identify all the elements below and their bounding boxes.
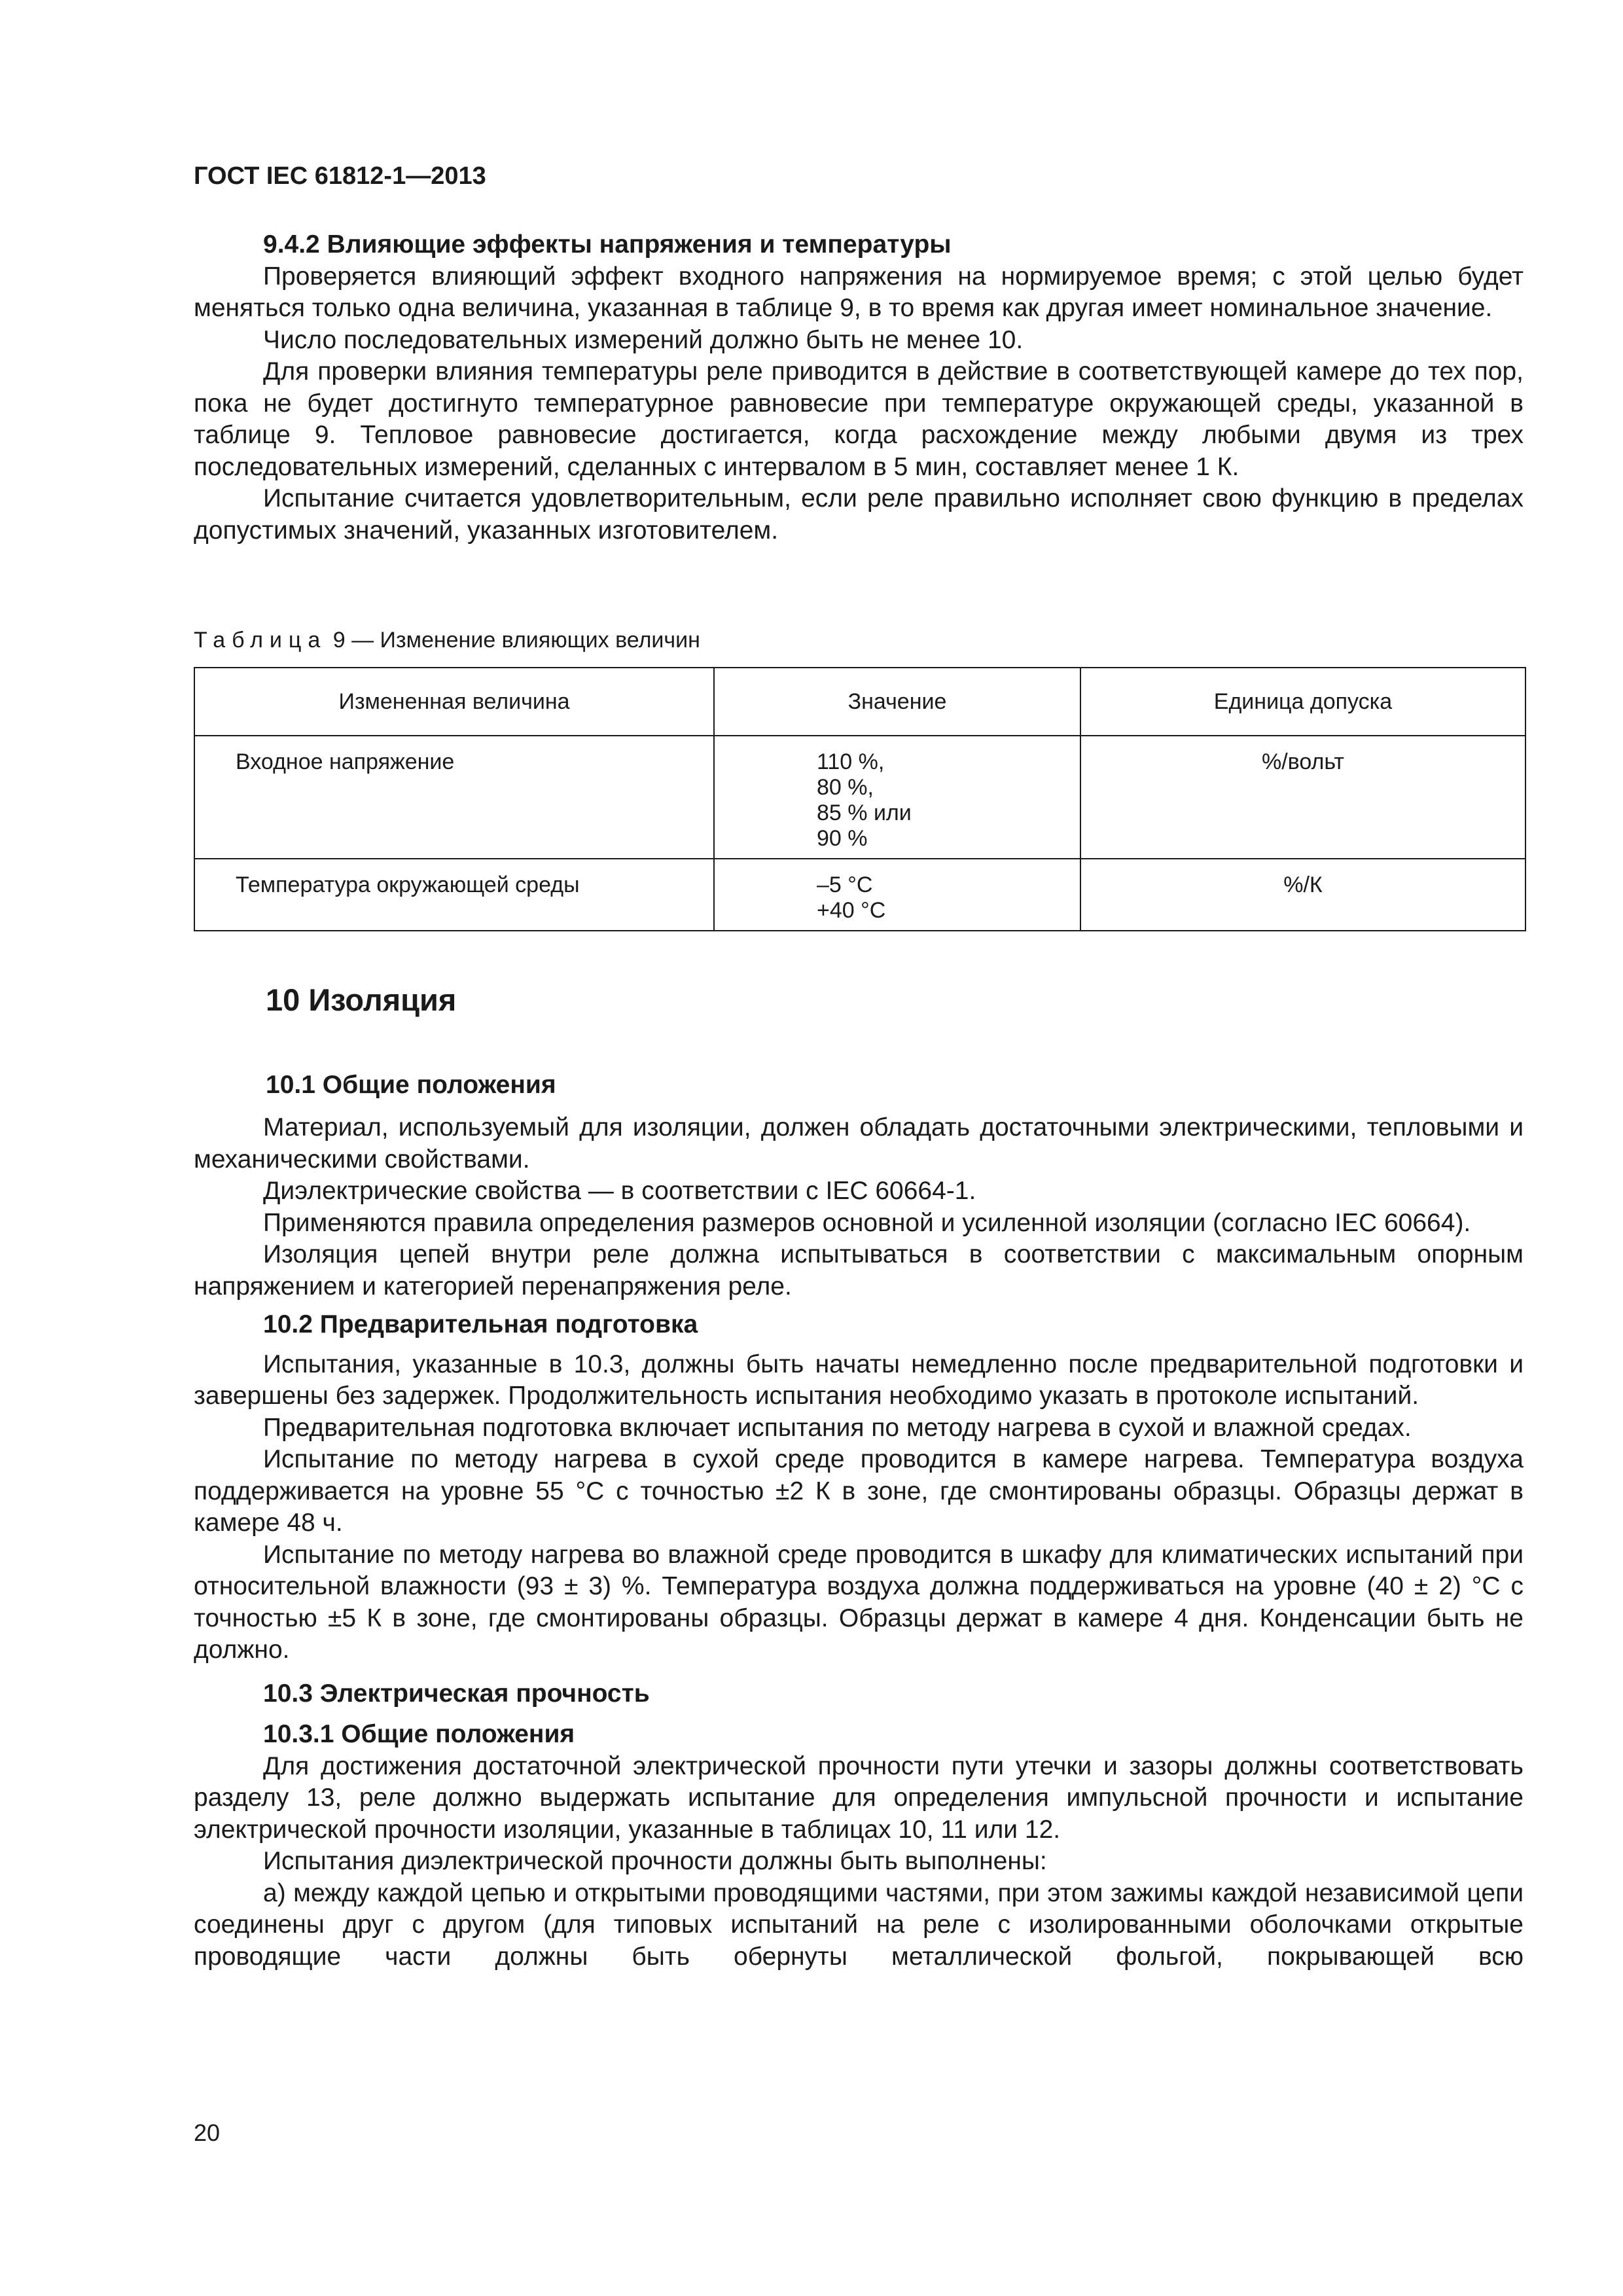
table-caption-text: 9 — Изменение влияющих величин (327, 628, 700, 653)
table-header-cell: Измененная величина (194, 668, 714, 736)
section-10-1-title: 10.1 Общие положения (266, 1071, 556, 1099)
paragraph: Испытания диэлектрической прочности должны быть выполнены: (263, 1847, 1047, 1875)
table-9-caption (194, 628, 700, 653)
paragraph: Изоляция цепей внутри реле должна испытываться в соответствии с максимальным опорным напряжением и категорией перенапряжения реле. (194, 1240, 1524, 1300)
section-9-4-2 (194, 229, 1524, 547)
table-value: +40 °C (817, 898, 886, 923)
table-cell-values (714, 859, 1080, 931)
section-10-3-title: 10.3 Электрическая прочность (263, 1679, 650, 1708)
table-value: 110 %, (817, 749, 885, 774)
page-number: 20 (194, 2119, 221, 2146)
table-cell-quantity: Температура окружающей среды (194, 859, 714, 931)
section-10-body (194, 1112, 1524, 1973)
section-10-3-1-title: 10.3.1 Общие положения (263, 1720, 575, 1748)
table-row (194, 736, 1525, 859)
paragraph: Для достижения достаточной электрической прочности пути утечки и зазоры должны соответствовать разделу 13, реле должно выдержать испытание для определения импульсной прочности и испытание электрической прочности изоляции, указанные в таблицах 10, 11 или 12. (194, 1751, 1524, 1844)
document-header: ГОСТ IEC 61812-1—2013 (194, 162, 486, 190)
paragraph: Применяются правила определения размеров основной и усиленной изоляции (согласно IEC 60664). (263, 1208, 1471, 1237)
table-header-cell: Единица допуска (1080, 668, 1525, 736)
table-header-cell: Значение (714, 668, 1080, 736)
table-cell-unit: %/К (1080, 859, 1525, 931)
table-header-row (194, 668, 1525, 736)
paragraph: Испытание по методу нагрева в сухой среде проводится в камере нагрева. Температура воздуха поддерживается на уровне 55 °С с точностью ±2 К в зоне, где смонтированы образцы. Образцы держат в камере 48 ч. (194, 1445, 1524, 1537)
table-cell-values (714, 736, 1080, 859)
paragraph: Диэлектрические свойства — в соответствии с IEC 60664-1. (263, 1177, 976, 1205)
section-9-4-2-title: 9.4.2 Влияющие эффекты напряжения и температуры (263, 230, 952, 259)
table-value: 80 %, (817, 775, 874, 800)
paragraph: Предварительная подготовка включает испытания по методу нагрева в сухой и влажной средах. (263, 1413, 1412, 1442)
table-value: –5 °C (817, 872, 873, 897)
section-10-title: 10 Изоляция (266, 982, 457, 1017)
table-cell-quantity: Входное напряжение (194, 736, 714, 859)
table-row (194, 859, 1525, 931)
paragraph: Испытание считается удовлетворительным, если реле правильно исполняет свою функцию в пределах допустимых значений, указанных изготовителем. (194, 484, 1524, 545)
paragraph: Проверяется влияющий эффект входного напряжения на нормируемое время; с этой целью будет меняться только одна величина, указанная в таблице 9, в то время как другая имеет номинальное значение. (194, 262, 1524, 322)
table-value: 85 % или (817, 800, 912, 825)
section-10-2-title: 10.2 Предварительная подготовка (263, 1310, 698, 1338)
paragraph: Число последовательных измерений должно быть не менее 10. (263, 325, 1024, 354)
table-cell-unit: %/вольт (1080, 736, 1525, 859)
table-9 (194, 667, 1526, 931)
table-value: 90 % (817, 826, 868, 851)
table-caption-word: Таблица (194, 628, 327, 653)
paragraph: а) между каждой цепью и открытыми проводящими частями, при этом зажимы каждой независимой цепи соединены друг с другом (для типовых испытаний на реле с изолированными оболочками открытые проводящие части должны быть обернуты металлической фольгой, покрывающей всю (194, 1878, 1524, 1971)
paragraph: Испытание по методу нагрева во влажной среде проводится в шкафу для климатических испытаний при относительной влажности (93 ± 3) %. Температура воздуха должна поддерживаться на уровне (40 ± 2) °С с точностью ±5 К в зоне, где смонтированы образцы. Образцы держат в камере 4 дня. Конденсации быть не должно. (194, 1540, 1524, 1664)
paragraph: Материал, используемый для изоляции, должен обладать достаточными электрическими, тепловыми и механическими свойствами. (194, 1113, 1524, 1174)
paragraph: Испытания, указанные в 10.3, должны быть начаты немедленно после предварительной подготовки и завершены без задержек. Продолжительность испытания необходимо указать в протоколе испытаний. (194, 1350, 1524, 1410)
paragraph: Для проверки влияния температуры реле приводится в действие в соответствующей камере до тех пор, пока не будет достигнуто температурное равновесие при температуре окружающей среды, указанной в таблице 9. Тепловое равновесие достигается, когда расхождение между любыми двумя из трех последовательных измерений, сделанных с интервалом в 5 мин, составляет менее 1 К. (194, 357, 1524, 481)
